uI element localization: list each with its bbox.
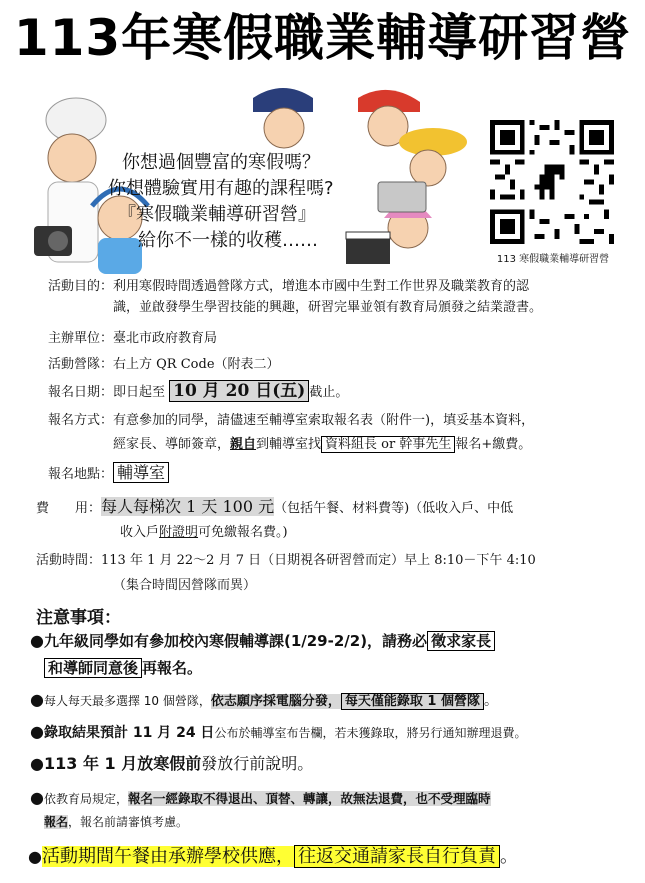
bullet-icon: ● xyxy=(30,722,44,741)
camps-row xyxy=(48,354,280,376)
signup-place-row xyxy=(48,460,169,488)
notice-4-date: 113 年 1 月放寒假前 xyxy=(43,754,202,773)
purpose-row xyxy=(48,276,529,298)
notice-item-1 xyxy=(30,628,495,654)
notice-5-highlight-b: 報名 xyxy=(44,815,69,829)
notice-item-5-cont xyxy=(44,810,188,834)
notice-5-highlight: 報名一經錄取不得退出、頂替、轉讓，故無法退費，也不受理臨時 xyxy=(127,791,491,806)
signup-date-prefix: 即日起至 xyxy=(113,385,166,400)
signup-date-suffix: 截止。 xyxy=(309,385,349,400)
poster-title: 113年寒假職業輔導研習營 xyxy=(13,9,632,67)
schedule-row xyxy=(36,550,536,572)
purpose-label: 活動目的： xyxy=(48,279,114,294)
signup-deadline: 10 月 20 日(五) xyxy=(169,380,309,402)
notice-2-end: 。 xyxy=(484,693,498,709)
notice-item-4 xyxy=(30,751,313,777)
notice-1-boxed-b: 和導師同意後 xyxy=(44,658,142,678)
camera-figure xyxy=(34,226,72,256)
organizer-row xyxy=(48,328,217,350)
notice-2-boxed: 每天僅能錄取 1 個營隊 xyxy=(341,693,484,710)
signup-method-line-1: 有意參加的同學，請儘速至輔導室索取報名表（附件一)，填妥基本資料， xyxy=(113,413,535,428)
bullet-icon: ● xyxy=(30,788,44,807)
notice-item-3 xyxy=(30,721,526,744)
fee-main: 每人每梯次 1 天 100 元 xyxy=(101,497,275,516)
notice-item-6 xyxy=(28,843,518,871)
signup-method-contact: 資料組長 or 幹事先生 xyxy=(321,436,455,453)
notice-title: 注意事項： xyxy=(36,608,121,628)
qr-caption: 113 寒假職業輔導研習營 xyxy=(496,254,610,265)
schedule-label: 活動時間： xyxy=(36,553,102,568)
notice-1-boxed-a: 徵求家長 xyxy=(427,631,495,651)
notice-3-date: 錄取結果預計 11 月 24 日 xyxy=(43,725,215,741)
notice-item-2 xyxy=(30,687,498,715)
notice-5-end: ，報名前請審慎考慮。 xyxy=(68,815,189,829)
signup-place-label: 報名地點： xyxy=(48,467,114,482)
qr-code[interactable] xyxy=(490,120,614,244)
notice-2-highlight: 依志願序採電腦分發， xyxy=(210,694,341,709)
fee-line-2 xyxy=(120,522,288,544)
camps-value: 右上方 QR Code（附表二） xyxy=(113,357,280,372)
notice-6-highlight: 活動期間午餐由承辦學校供應， xyxy=(41,846,294,867)
purpose-line-1: 利用寒假時間透過營隊方式，增進本市國中生對工作世界及職業教育的認 xyxy=(113,279,530,294)
intro-line-2: 你想體驗實用有趣的課程嗎? xyxy=(108,178,334,199)
notice-1-text: 九年級同學如有參加校內寒假輔導課(1/29-2/2)，請務必 xyxy=(43,632,428,650)
organizer-label: 主辦單位： xyxy=(48,331,114,346)
organizer-value: 臺北市政府教育局 xyxy=(113,331,218,346)
bullet-icon: ● xyxy=(30,754,44,773)
fee-part-a: 收入戶 xyxy=(120,525,160,540)
signup-method-line-2 xyxy=(113,434,531,456)
notice-4-text: 發放行前說明。 xyxy=(201,754,314,773)
intro-line-1: 你想過個豐富的寒假嗎？ xyxy=(122,152,320,173)
signup-method-row xyxy=(48,410,534,432)
fee-rest: （包括午餐、材料費等)（低收入戶、中低 xyxy=(274,501,514,516)
bullet-icon: ● xyxy=(30,631,44,650)
signup-method-part-c: 到輔導室找 xyxy=(256,437,322,452)
signup-place-value: 輔導室 xyxy=(113,462,169,483)
schedule-line-1: 113 年 1 月 22～2 月 7 日（日期視各研習營而定）早上 8:10－下午 4:10 xyxy=(101,553,536,568)
fee-row xyxy=(36,494,513,522)
intro-line-3: 『寒假職業輔導研習營』 xyxy=(118,204,316,225)
signup-method-part-e: 報名+繳費。 xyxy=(455,437,532,452)
notice-3-text: 公布於輔導室布告欄，若未獲錄取，將另行通知辦理退費。 xyxy=(214,726,527,740)
schedule-line-2: （集合時間因營隊而異） xyxy=(113,578,257,593)
signup-method-part-a: 經家長、導師簽章， xyxy=(113,437,231,452)
intro-line-4: 給你不一樣的收穫…… xyxy=(138,230,318,251)
fee-proof: 附證明 xyxy=(159,525,199,540)
fee-part-c: 可免繳報名費。) xyxy=(198,525,288,540)
notice-item-5 xyxy=(30,786,491,811)
signup-method-label: 報名方式： xyxy=(48,413,114,428)
notice-6-boxed: 往返交通請家長自行負責 xyxy=(294,845,500,868)
fee-label: 費 用： xyxy=(36,501,102,516)
bullet-icon: ● xyxy=(30,690,44,709)
signup-method-in-person: 親自 xyxy=(230,437,257,452)
notice-2-text: 每人每天最多選擇 10 個營隊， xyxy=(43,694,211,708)
notice-1-end: 再報名。 xyxy=(142,659,203,677)
notice-6-end: 。 xyxy=(499,846,518,867)
yellow-hat-figure xyxy=(399,128,467,186)
camps-label: 活動營隊： xyxy=(48,357,114,372)
notice-5-text: 依教育局規定， xyxy=(43,792,128,806)
bullet-icon: ● xyxy=(28,847,42,866)
intro-text xyxy=(108,150,408,254)
signup-date-label: 報名日期： xyxy=(48,385,114,400)
notice-item-1-cont xyxy=(44,655,202,681)
police-figure xyxy=(253,88,313,148)
purpose-line-2: 識，並啟發學生學習技能的興趣，研習完畢並領有教育局頒發之結業證書。 xyxy=(113,300,543,315)
signup-date-row xyxy=(48,378,348,406)
